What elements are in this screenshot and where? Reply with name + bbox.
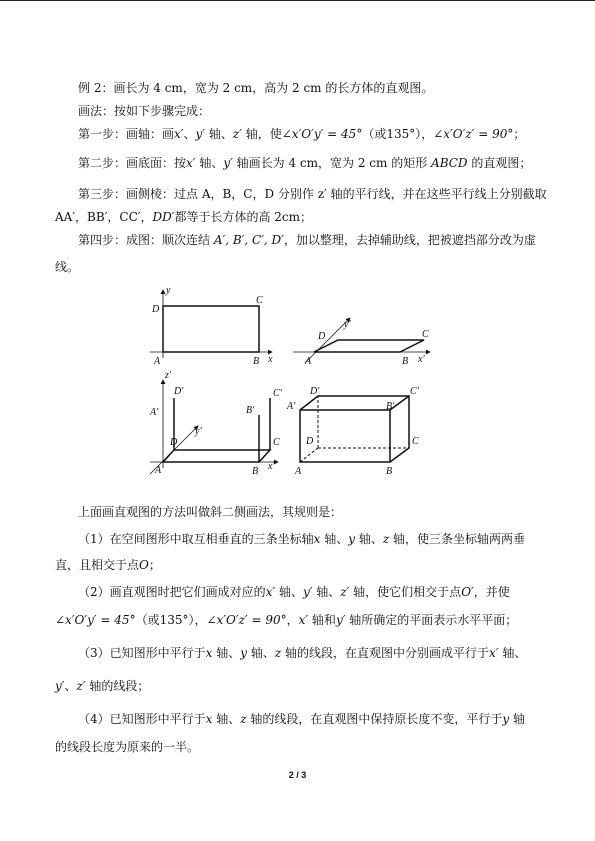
rule-1-text-e: 轴、 bbox=[355, 532, 383, 546]
rule-1 bbox=[78, 531, 525, 547]
step-2-math-x: x′ bbox=[186, 156, 196, 170]
rule-1-cont bbox=[55, 557, 161, 573]
label-fig3-a: A bbox=[155, 465, 162, 476]
rule-2-angle-xz: ∠x′O′z′ = 90° bbox=[206, 613, 287, 627]
rule-3-text-a: （3）已知图形中平行于 bbox=[78, 646, 206, 660]
step-3: 第三步：画侧棱：过点 A，B，C，D 分别作 z′ 轴的平行线，并在这些平行线上分别截取 bbox=[78, 187, 547, 201]
rule-1-text-a: （1）在空间图形中取互相垂直的三条坐标轴 bbox=[78, 532, 314, 546]
step-3-cont-a: AA′，BB′，CC′， bbox=[55, 210, 153, 224]
step-1-math-x: x′ bbox=[174, 127, 184, 141]
step-4-math-points: A′, B′, C′, D′ bbox=[213, 233, 284, 247]
rule-3-text-k: 、 bbox=[64, 679, 77, 693]
label-fig4-a1: A′ bbox=[287, 401, 296, 412]
label-fig1-a: A bbox=[154, 356, 161, 367]
rule-4 bbox=[78, 711, 525, 727]
rule-3-text-e: 轴、 bbox=[247, 646, 275, 660]
rule-1-math-y: y bbox=[348, 532, 356, 546]
step-2-text-a: 第二步：画底面：按 bbox=[78, 156, 187, 170]
rules-intro: 上面画直观图的方法叫做斜二侧画法，其规则是： bbox=[78, 505, 343, 519]
step-1-math-z: z′ bbox=[232, 127, 242, 141]
label-fig4-b: B bbox=[386, 466, 393, 477]
label-fig1-y: y bbox=[166, 285, 171, 296]
rule-2-text-m: ， bbox=[286, 613, 299, 627]
rule-1-math-x: x bbox=[313, 532, 321, 546]
rule-2-text-e: 轴、 bbox=[312, 585, 341, 599]
rule-4-math-x: x bbox=[205, 712, 213, 726]
rule-4-cont: 的线段长度为原来的一半。 bbox=[55, 740, 200, 754]
rule-2-math-x: x′ bbox=[265, 585, 276, 599]
step-1-text-a: 第一步：画轴：画 bbox=[78, 127, 175, 141]
rule-4-text-c: 轴、 bbox=[212, 712, 241, 726]
label-fig2-d: D bbox=[318, 331, 326, 342]
rule-3-math-x2: x′ bbox=[489, 646, 499, 660]
rule-2-text-a: （2）画直观图时把它们画成对应的 bbox=[78, 585, 266, 599]
label-fig3-d1: D′ bbox=[174, 386, 184, 397]
label-fig1-d: D bbox=[152, 304, 160, 315]
label-fig2-y1: y′ bbox=[344, 319, 351, 330]
step-1-text-e: 轴、 bbox=[205, 127, 233, 141]
rule-1-text-g: 轴，使三条坐标轴两两垂 bbox=[389, 532, 526, 546]
rule-1-math-o: O bbox=[139, 558, 149, 572]
rule-2-math-o: O′ bbox=[461, 585, 474, 599]
label-fig2-x1: x′ bbox=[418, 354, 425, 365]
label-fig3-b1: B′ bbox=[246, 405, 255, 416]
step-1-text-c: 、 bbox=[183, 127, 196, 141]
rule-1-text-c: 轴、 bbox=[320, 532, 349, 546]
rule-2-math-x2: x′ bbox=[298, 613, 309, 627]
rule-2-cont bbox=[55, 612, 517, 628]
label-fig2-b: B bbox=[402, 356, 409, 367]
rule-3-text-m: 轴的线段； bbox=[85, 679, 150, 693]
label-fig1-c: C bbox=[256, 295, 263, 306]
rule-4-math-z: z bbox=[240, 712, 247, 726]
label-fig2-a: A bbox=[305, 356, 312, 367]
rule-3-math-y: y bbox=[240, 646, 248, 660]
step-4-text-a: 第四步：成图：顺次连结 bbox=[78, 233, 214, 247]
step-3-math-dd: DD′ bbox=[152, 210, 175, 224]
rule-3-math-x: x bbox=[205, 646, 213, 660]
rule-2-text-c: 轴、 bbox=[275, 585, 303, 599]
label-fig4-d1: D′ bbox=[310, 386, 320, 397]
rule-3-math-y2: y′ bbox=[55, 679, 65, 693]
rule-3-text-c: 轴、 bbox=[212, 646, 241, 660]
label-fig1-b: B bbox=[253, 356, 260, 367]
rule-2-text-o: 轴和 bbox=[308, 613, 336, 627]
step-3-cont-c: 都等于长方体的高 2cm； bbox=[174, 210, 313, 224]
label-fig4-d: D bbox=[306, 436, 314, 447]
rule-4-math-y: y bbox=[502, 712, 510, 726]
step-1-math-y: y′ bbox=[195, 127, 206, 141]
rule-2-math-y2: y′ bbox=[335, 613, 346, 627]
rule-4-text-e: 轴的线段，在直观图中保持原长度不变，平行于 bbox=[246, 712, 503, 726]
label-fig4-b1: B′ bbox=[386, 401, 395, 412]
rule-3 bbox=[78, 645, 526, 661]
rule-2-text-i: ，并使 bbox=[473, 585, 510, 599]
rule-3-math-z2: z′ bbox=[76, 679, 86, 693]
rule-4-text-g: 轴 bbox=[509, 712, 526, 726]
figure-oblique-base bbox=[293, 318, 430, 363]
step-2-math-abcd: ABCD bbox=[431, 156, 468, 170]
label-fig3-x1: x′ bbox=[268, 461, 275, 472]
page-number: 2 / 3 bbox=[288, 770, 307, 780]
rule-2-math-y: y′ bbox=[302, 585, 313, 599]
label-fig4-c: C bbox=[412, 436, 419, 447]
rule-1-text-h: 直，且相交于点 bbox=[55, 558, 140, 572]
step-2-math-y: y′ bbox=[223, 156, 233, 170]
rule-3-text-i: 轴、 bbox=[498, 646, 527, 660]
label-fig3-b: B bbox=[252, 466, 259, 477]
rule-2 bbox=[78, 584, 510, 600]
method-intro: 画法：按如下步骤完成： bbox=[78, 104, 211, 118]
figure-original-rectangle bbox=[150, 290, 272, 358]
rule-2-math-z: z′ bbox=[340, 585, 350, 599]
label-fig1-x: x bbox=[268, 354, 273, 365]
step-4-cont: 线。 bbox=[55, 260, 80, 274]
label-fig3-c: C bbox=[273, 437, 280, 448]
label-fig4-c1: C′ bbox=[410, 386, 419, 397]
step-2-text-g: 的直观图； bbox=[467, 156, 532, 170]
rule-2-text-k: （或135°）， bbox=[135, 613, 207, 627]
rule-1-math-z: z bbox=[382, 532, 390, 546]
step-1-text-k: ； bbox=[513, 127, 526, 141]
rule-1-text-j: ； bbox=[148, 558, 161, 572]
rule-2-text-q: 轴所确定的平面表示水平平面； bbox=[345, 613, 518, 627]
label-fig3-z1: z′ bbox=[165, 370, 172, 381]
label-fig2-c: C bbox=[422, 329, 429, 340]
rule-3-math-z: z bbox=[274, 646, 282, 660]
rule-2-text-g: 轴，使它们相交于点 bbox=[349, 585, 462, 599]
step-1-angle-xz: ∠x′O′z′ = 90° bbox=[433, 127, 514, 141]
example-title: 例 2：画长为 4 cm，宽为 2 cm，高为 2 cm 的长方体的直观图。 bbox=[78, 81, 434, 95]
rule-3-cont bbox=[55, 678, 149, 694]
step-1-angle-xy: ∠x′O′y′ = 45° bbox=[281, 127, 363, 141]
label-fig3-d: D bbox=[170, 437, 178, 448]
rule-2-angle-xy: ∠x′O′y′ = 45° bbox=[55, 613, 136, 627]
label-fig3-a1: A′ bbox=[150, 407, 159, 418]
rule-4-text-a: （4）已知图形中平行于 bbox=[78, 712, 206, 726]
step-1-text-g: 轴，使 bbox=[241, 127, 282, 141]
step-1-text-i: （或135°）， bbox=[362, 127, 434, 141]
step-2-text-e: 轴画长为 4 cm，宽为 2 cm 的矩形 bbox=[232, 156, 432, 170]
step-4-text-c: ，加以整理，去掉辅助线，把被遮挡部分改为虚 bbox=[283, 233, 536, 247]
label-fig4-a: A bbox=[295, 466, 302, 477]
label-fig3-c1: C′ bbox=[273, 388, 282, 399]
label-fig3-y1: y′ bbox=[195, 426, 202, 437]
step-2-text-c: 轴、 bbox=[195, 156, 224, 170]
rule-3-text-g: 轴的线段，在直观图中分别画成平行于 bbox=[281, 646, 490, 660]
figure-vertical-edges bbox=[150, 380, 278, 474]
